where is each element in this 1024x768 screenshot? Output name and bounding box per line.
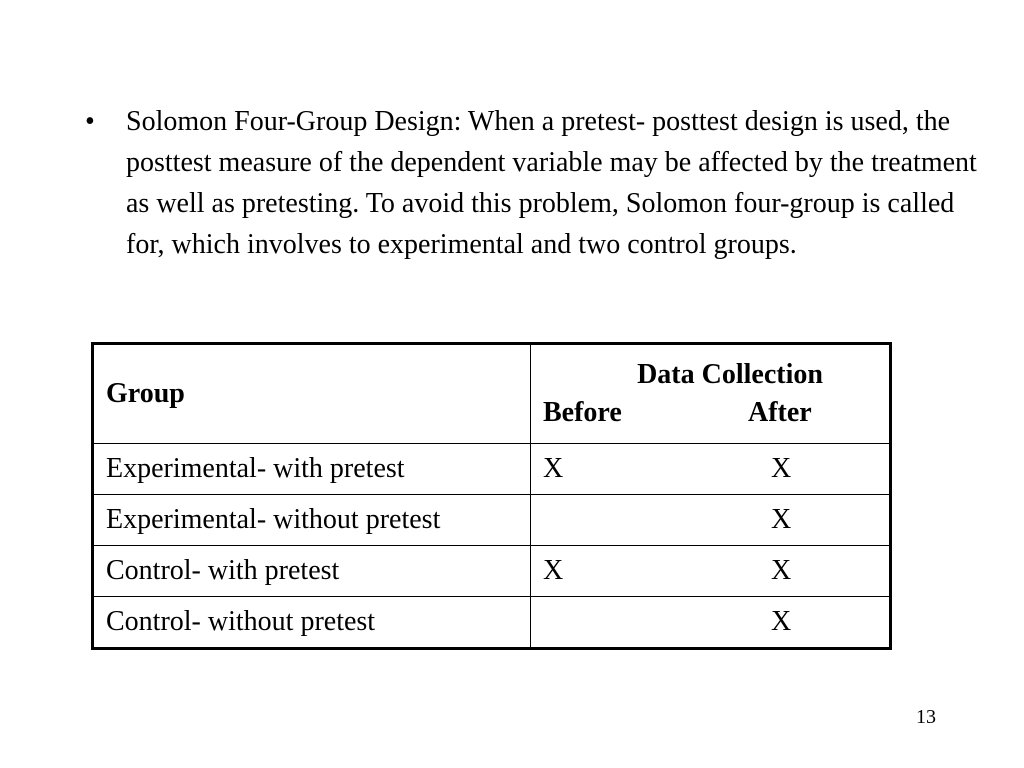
data-collection-label: Data Collection: [637, 359, 823, 390]
group-cell: Control- without pretest: [93, 597, 531, 649]
before-label: Before: [543, 397, 622, 428]
after-mark: X: [771, 453, 792, 484]
after-mark: X: [771, 504, 792, 535]
marks-cell: [531, 444, 891, 495]
table-row: [93, 546, 891, 597]
bullet-symbol: •: [85, 106, 95, 137]
bullet-paragraph: [85, 101, 985, 265]
after-label: After: [748, 397, 812, 428]
bullet-text: Solomon Four-Group Design: When a pretest- posttest design is used, the posttest measure of the dependent variable may be affected by the treatment as well as pretesting. To avoid this problem, Solomon four-group is called for, which involves to experimental and two control groups.: [126, 106, 977, 260]
table-header-row: [93, 344, 891, 444]
solomon-design-table: [91, 342, 892, 650]
after-mark: X: [771, 606, 792, 637]
data-collection-subheader: [543, 394, 877, 432]
group-cell: Experimental- with pretest: [93, 444, 531, 495]
table-row: [93, 444, 891, 495]
table-row: [93, 495, 891, 546]
group-cell: Control- with pretest: [93, 546, 531, 597]
marks-cell: [531, 546, 891, 597]
header-data-collection: [531, 344, 891, 444]
table-row: [93, 597, 891, 649]
group-cell: Experimental- without pretest: [93, 495, 531, 546]
before-mark: X: [543, 555, 564, 586]
marks-cell: [531, 597, 891, 649]
slide-number: 13: [916, 706, 936, 728]
marks-cell: [531, 495, 891, 546]
header-group: Group: [93, 344, 531, 444]
after-mark: X: [771, 555, 792, 586]
before-mark: X: [543, 453, 564, 484]
